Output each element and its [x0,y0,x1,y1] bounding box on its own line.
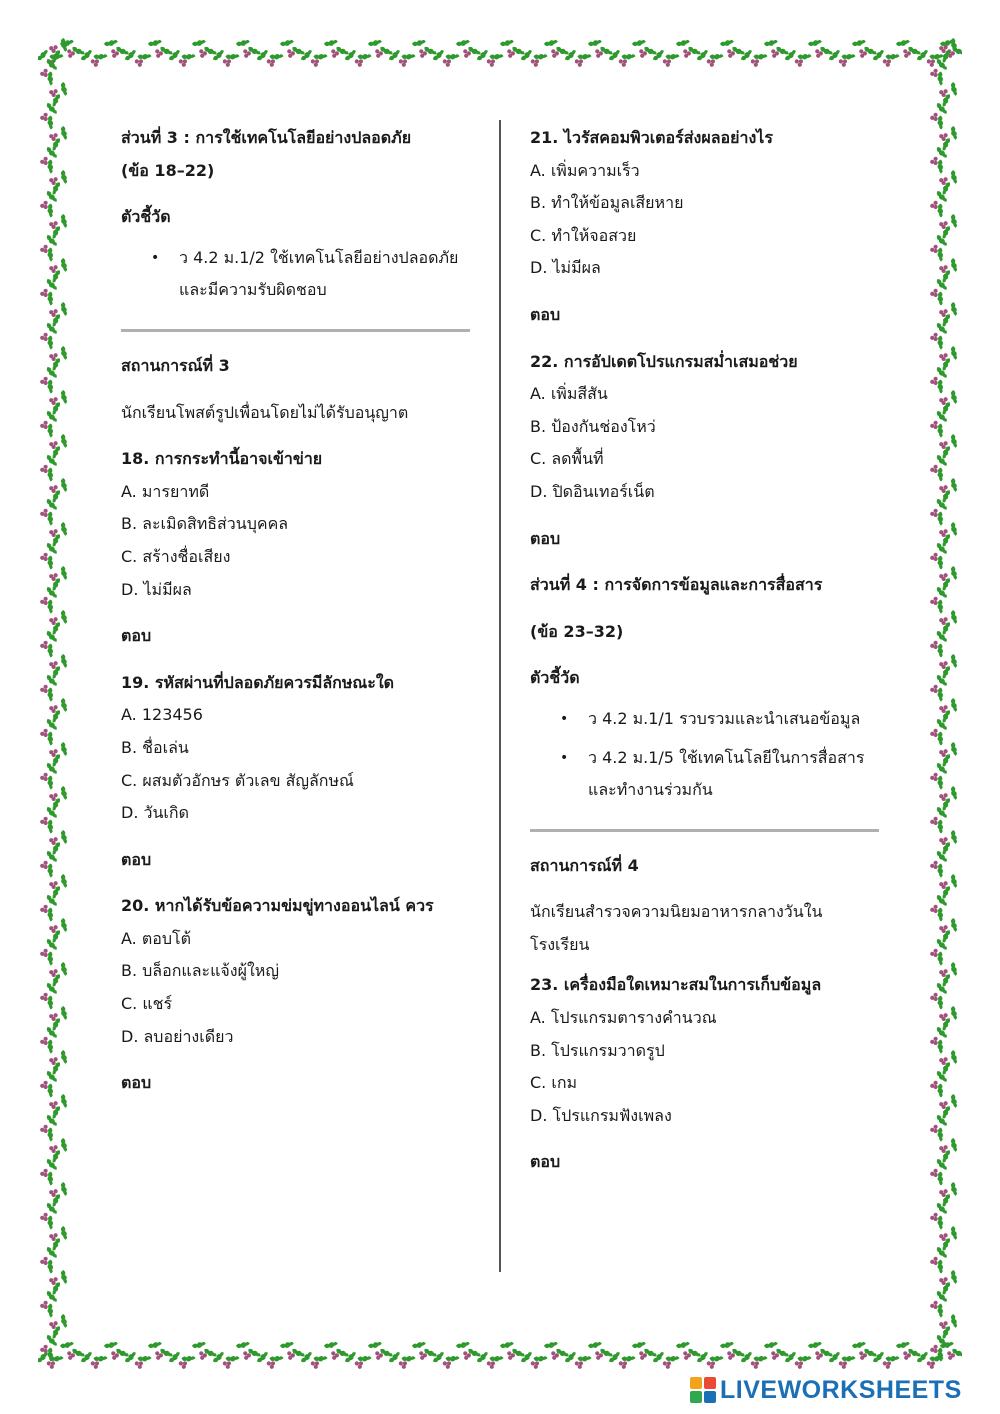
holly-sprig [826,1347,858,1372]
indicator-item [588,703,882,736]
scenario-title: สถานการณ์ที่ 3 [121,355,230,375]
holly-sprig [254,1347,286,1372]
holly-sprig [474,1347,506,1372]
holly-sprig [38,628,62,660]
choice-d[interactable]: D. วันเกิด [121,803,189,823]
choice-b[interactable]: B. ละเมิดสิทธิส่วนบุคคล [121,514,289,534]
holly-sprig [430,45,462,70]
holly-sprig [78,1347,110,1372]
holly-sprig [38,1200,62,1232]
holly-sprig [650,45,682,70]
holly-border-bottom [38,1340,962,1374]
holly-sprig [254,45,286,70]
holly-sprig [518,1347,550,1372]
holly-sprig [562,45,594,70]
question-21 [530,122,882,332]
holly-sprig [928,496,952,528]
holly-sprig [928,716,952,748]
indicator-item [588,742,882,807]
choice-a[interactable]: A. โปรแกรมตารางคำนวณ [530,1008,717,1028]
holly-sprig [928,672,952,704]
holly-sprig [38,1288,62,1320]
holly-sprig [928,1112,952,1144]
indicator-item [179,242,473,307]
holly-sprig [298,1347,330,1372]
question-text: 23. เครื่องมือใดเหมาะสมในการเก็บข้อมูล [530,975,822,995]
holly-sprig [928,980,952,1012]
liveworksheets-logo-icon [690,1377,716,1403]
holly-sprig [166,1347,198,1372]
column-divider [499,120,501,1272]
holly-sprig [38,364,62,396]
holly-sprig [38,892,62,924]
holly-sprig [38,848,62,880]
holly-sprig [928,804,952,836]
question-22 [530,346,882,556]
holly-sprig [928,100,952,132]
holly-sprig [38,232,62,264]
question-19 [121,667,473,877]
holly-sprig [928,584,952,616]
choice-c[interactable]: C. ผสมตัวอักษร ตัวเลข สัญลักษณ์ [121,770,354,790]
holly-sprig [928,936,952,968]
holly-sprig [928,320,952,352]
holly-sprig [38,760,62,792]
holly-sprig [928,232,952,264]
question-text: 19. รหัสผ่านที่ปลอดภัยควรมีลักษณะใด [121,672,395,692]
question-text: 18. การกระทำนี้อาจเข้าข่าย [121,449,323,469]
holly-sprig [38,1068,62,1100]
scenario-text: นักเรียนโพสต์รูปเพื่อนโดยไม่ได้รับอนุญาต [121,402,409,422]
holly-sprig [928,452,952,484]
holly-sprig [928,276,952,308]
holly-sprig [38,276,62,308]
choice-d[interactable]: D. ลบอย่างเดียว [121,1026,234,1046]
holly-sprig [38,188,62,220]
holly-sprig [694,1347,726,1372]
holly-sprig [38,980,62,1012]
holly-sprig [38,540,62,572]
choice-a[interactable]: A. ตอบโต้ [121,928,191,948]
holly-sprig [650,1347,682,1372]
holly-sprig [342,45,374,70]
choice-c[interactable]: C. เกม [530,1073,578,1093]
scenario-line1: นักเรียนสำรวจความนิยมอาหารกลางวันใน [530,902,823,922]
holly-sprig [928,892,952,924]
answer-label[interactable]: ตอบ [530,1152,561,1172]
scenario-line2: โรงเรียน [530,934,590,954]
holly-sprig [38,1112,62,1144]
holly-sprig [122,1347,154,1372]
choice-a[interactable]: A. เพิ่มความเร็ว [530,160,640,180]
holly-border-right [928,38,962,1374]
holly-sprig [386,1347,418,1372]
holly-sprig [694,45,726,70]
indicator-label: ตัวชี้วัด [530,668,580,688]
indicator-list [121,242,473,307]
holly-sprig [928,1332,952,1364]
question-20 [121,890,473,1100]
holly-sprig [38,672,62,704]
holly-sprig [928,364,952,396]
choice-d[interactable]: D. ปิดอินเทอร์เน็ต [530,481,655,501]
holly-sprig [210,45,242,70]
question-text: 20. หากได้รับข้อความข่มขู่ทางออนไลน์ ควร [121,896,434,916]
choice-b[interactable]: B. โปรแกรมวาดรูป [530,1040,665,1060]
indicator-line2: และทำงานร่วมกัน [588,780,713,800]
holly-sprig [518,45,550,70]
holly-sprig [38,716,62,748]
holly-sprig [738,45,770,70]
holly-border-top [38,38,962,72]
choice-d[interactable]: D. ไม่มีผล [121,579,192,599]
choice-b[interactable]: B. ชื่อเล่น [121,737,189,757]
holly-sprig [38,100,62,132]
answer-label[interactable]: ตอบ [530,528,561,548]
choice-c[interactable]: C. แชร์ [121,994,173,1014]
section-rule [530,829,879,832]
liveworksheets-logo[interactable] [690,1374,962,1406]
left-column [121,122,473,1100]
holly-sprig [38,496,62,528]
choice-b[interactable]: B. ป้องกันช่องโหว่ [530,416,656,436]
right-column [530,122,882,1179]
part4-range: (ข้อ 23–32) [530,621,624,641]
holly-sprig [606,1347,638,1372]
holly-sprig [38,144,62,176]
indicator-line1: ว 4.2 ม.1/5 ใช้เทคโนโลยีในการสื่อสาร [588,747,865,767]
holly-sprig [928,1068,952,1100]
holly-sprig [38,452,62,484]
question-23 [530,969,882,1179]
holly-sprig [928,1244,952,1276]
indicator-line2: และมีความรับผิดชอบ [179,280,327,300]
holly-sprig [38,584,62,616]
question-text: 22. การอัปเดตโปรแกรมสม่ำเสมอช่วย [530,351,798,371]
holly-sprig [430,1347,462,1372]
part3-title: ส่วนที่ 3 : การใช้เทคโนโลยีอย่างปลอดภัย [121,128,412,147]
holly-sprig [928,628,952,660]
answer-label[interactable]: ตอบ [121,626,152,646]
holly-sprig [928,848,952,880]
holly-sprig [870,1347,902,1372]
holly-sprig [78,45,110,70]
holly-sprig [928,760,952,792]
holly-sprig [38,1332,62,1364]
holly-sprig [38,1156,62,1188]
choice-d[interactable]: D. ไม่มีผล [530,258,601,278]
holly-sprig [782,1347,814,1372]
part4-title: ส่วนที่ 4 : การจัดการข้อมูลและการสื่อสาร [530,575,823,595]
holly-border-left [38,38,72,1374]
scenario-title: สถานการณ์ที่ 4 [530,855,639,875]
holly-sprig [928,540,952,572]
choice-c[interactable]: C. ทำให้จอสวย [530,225,637,245]
indicator-list [530,703,882,807]
holly-sprig [928,408,952,440]
choice-a[interactable]: A. มารยาทดี [121,481,210,501]
holly-sprig [38,1024,62,1056]
holly-sprig [782,45,814,70]
answer-label[interactable]: ตอบ [121,1073,152,1093]
part3-range: (ข้อ 18–22) [121,160,215,180]
holly-sprig [38,804,62,836]
holly-sprig [870,45,902,70]
holly-sprig [298,45,330,70]
holly-sprig [166,45,198,70]
holly-sprig [38,320,62,352]
holly-sprig [342,1347,374,1372]
holly-sprig [928,56,952,88]
indicator-line: ว 4.2 ม.1/1 รวบรวมและนำเสนอข้อมูล [588,708,861,728]
holly-sprig [826,45,858,70]
choice-a[interactable]: A. 123456 [121,705,203,725]
choice-c[interactable]: C. ลดพื้นที่ [530,449,604,469]
holly-sprig [928,144,952,176]
holly-sprig [122,45,154,70]
holly-sprig [38,936,62,968]
choice-d[interactable]: D. โปรแกรมฟังเพลง [530,1105,672,1125]
liveworksheets-wordmark: LIVEWORKSHEETS [720,1375,962,1404]
holly-sprig [928,188,952,220]
choice-b[interactable]: B. บล็อกและแจ้งผู้ใหญ่ [121,961,279,981]
choice-c[interactable]: C. สร้างชื่อเสียง [121,546,231,566]
holly-sprig [928,1156,952,1188]
holly-sprig [928,1200,952,1232]
answer-label[interactable]: ตอบ [121,849,152,869]
holly-sprig [606,45,638,70]
question-18 [121,443,473,653]
indicator-label: ตัวชี้วัด [121,207,171,227]
holly-sprig [474,45,506,70]
question-text: 21. ไวรัสคอมพิวเตอร์ส่งผลอย่างไร [530,128,773,147]
section-rule [121,329,470,332]
holly-sprig [38,56,62,88]
holly-sprig [38,408,62,440]
indicator-line1: ว 4.2 ม.1/2 ใช้เทคโนโลยีอย่างปลอดภัย [179,247,459,267]
holly-sprig [386,45,418,70]
choice-a[interactable]: A. เพิ่มสีสัน [530,384,608,404]
answer-label[interactable]: ตอบ [530,304,561,324]
holly-sprig [210,1347,242,1372]
holly-sprig [562,1347,594,1372]
choice-b[interactable]: B. ทำให้ข้อมูลเสียหาย [530,193,684,213]
holly-sprig [38,1244,62,1276]
holly-sprig [928,1024,952,1056]
holly-sprig [928,1288,952,1320]
holly-sprig [738,1347,770,1372]
